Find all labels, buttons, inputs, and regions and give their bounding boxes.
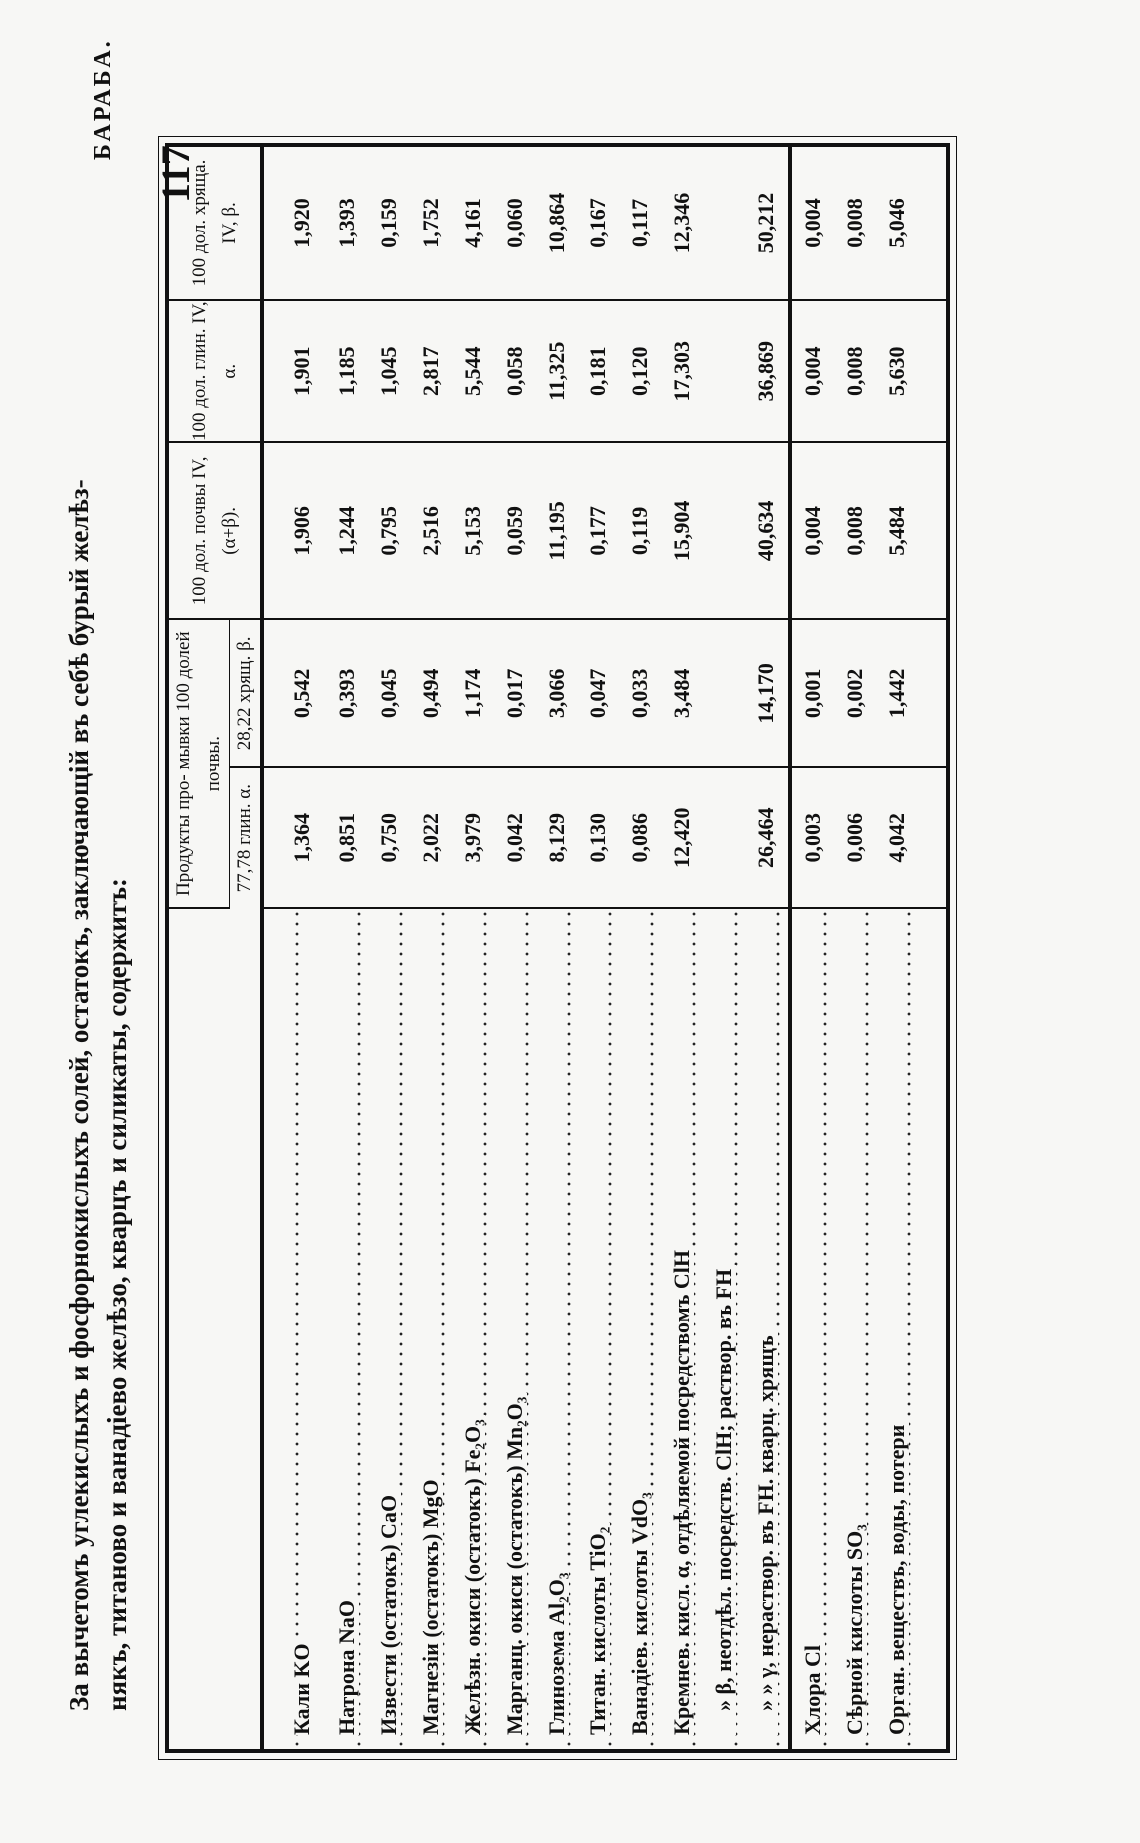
cell-sum: 0,059 (494, 443, 536, 620)
cell-a: 8,129 (536, 767, 578, 908)
cell-sum: 0,008 (834, 443, 876, 620)
cell-a: 4,042 (876, 767, 918, 908)
header-soil-sum: 100 дол. почвы IV, (α+β). (169, 443, 262, 620)
cell-gravel: 4,161 (452, 147, 494, 300)
cell-clay: 0,181 (577, 300, 619, 443)
cell-a: 3,979 (452, 767, 494, 908)
cell-clay: 0,058 (494, 300, 536, 443)
cell-b: 3,484 (661, 619, 703, 767)
cell-gravel: 0,008 (834, 147, 876, 300)
cell-a: 0,851 (326, 767, 368, 908)
table-row (745, 147, 790, 1749)
row-label: Ванадіев. кислоты VdO₃ (627, 1488, 652, 1735)
table-row (536, 147, 578, 1749)
intro-paragraph (60, 211, 136, 1711)
cell-clay: 5,630 (876, 300, 918, 443)
cell-b: 0,001 (790, 619, 835, 767)
cell-clay: 1,045 (368, 300, 410, 443)
analysis-table-frame (165, 143, 950, 1753)
cell-b: 14,170 (745, 619, 790, 767)
header-gravel-beta: 28,22 хрящ. β. (230, 619, 263, 767)
row-label: Магнезіи (остатокъ) MgO (418, 1475, 443, 1735)
row-label: Марганц. окиси (остатокъ) Mn₂O₃ (502, 1393, 527, 1735)
table-body (262, 147, 946, 1749)
row-label: Глинозема Al₂O₃ (544, 1569, 569, 1735)
cell-gravel: 5,046 (876, 147, 918, 300)
cell-b: 1,442 (876, 619, 918, 767)
cell-a: 1,364 (262, 767, 326, 908)
cell-sum: 1,244 (326, 443, 368, 620)
cell-a: 0,042 (494, 767, 536, 908)
row-label: Кремнев. кисл. α, отдѣляемой посредствомъ ClH (669, 1246, 694, 1735)
cell-gravel: 0,117 (619, 147, 661, 300)
row-label: » β, неотдѣл. посредств. ClH; раствор. въ FH (711, 1265, 736, 1735)
row-label: Хлора Cl (800, 1641, 825, 1735)
table-row (262, 147, 326, 1749)
table-row (790, 147, 835, 1749)
cell-sum: 0,119 (619, 443, 661, 620)
cell-gravel: 10,864 (536, 147, 578, 300)
intro-line-2: някъ, титаново и ванадіево желѣзо, кварцъ и силикаты, содержитъ: (102, 878, 132, 1711)
row-label: Кали KO (289, 1639, 314, 1735)
table-row (834, 147, 876, 1749)
label-column-header (169, 908, 262, 1749)
table-row (703, 147, 745, 1749)
cell-b: 0,017 (494, 619, 536, 767)
row-label: Сѣрной кислоты SO₃ (842, 1520, 867, 1735)
cell-clay: 11,325 (536, 300, 578, 443)
cell-gravel: 0,167 (577, 147, 619, 300)
header-clay-alpha: 77,78 глин. α. (230, 767, 263, 908)
cell-clay: 0,008 (834, 300, 876, 443)
cell-gravel: 0,004 (790, 147, 835, 300)
cell-b: 0,045 (368, 619, 410, 767)
cell-gravel: 1,393 (326, 147, 368, 300)
cell-sum: 0,795 (368, 443, 410, 620)
table-row (661, 147, 703, 1749)
table-row (876, 147, 918, 1749)
table-row (452, 147, 494, 1749)
table-row (494, 147, 536, 1749)
cell-a: 26,464 (745, 767, 790, 908)
cell-a: 12,420 (661, 767, 703, 908)
table-spacer-row (918, 147, 946, 1749)
cell-sum: 5,484 (876, 443, 918, 620)
cell-clay: 0,004 (790, 300, 835, 443)
header-clay: 100 дол. глин. IV, α. (169, 300, 262, 443)
cell-clay: 36,869 (745, 300, 790, 443)
cell-sum (703, 443, 745, 620)
cell-a: 0,003 (790, 767, 835, 908)
intro-line-1: За вычетомъ углекислыхъ и фосфорнокислыхъ солей, остатокъ, заключающій въ себѣ бурый желѣз- (64, 479, 94, 1711)
cell-a: 0,130 (577, 767, 619, 908)
cell-gravel (703, 147, 745, 300)
cell-a: 0,086 (619, 767, 661, 908)
page-number: 117 (153, 145, 198, 203)
cell-b: 0,393 (326, 619, 368, 767)
cell-clay: 17,303 (661, 300, 703, 443)
row-label: Желѣзн. окиси (остатокъ) Fe₂O₃ (460, 1415, 485, 1735)
header-gravel: 100 дол. хряща. IV, β. (169, 147, 262, 300)
cell-gravel: 12,346 (661, 147, 703, 300)
cell-a: 0,006 (834, 767, 876, 908)
cell-a: 2,022 (410, 767, 452, 908)
cell-clay: 1,185 (326, 300, 368, 443)
cell-gravel: 1,920 (262, 147, 326, 300)
cell-sum: 11,195 (536, 443, 578, 620)
row-label: Извести (остатокъ) CaO (376, 1491, 401, 1735)
cell-b (703, 619, 745, 767)
table-row (368, 147, 410, 1749)
cell-gravel: 1,752 (410, 147, 452, 300)
row-label: Натрона NaO (334, 1596, 359, 1735)
row-label: Титан. кислоты TiO₂ (585, 1523, 610, 1735)
cell-b: 0,494 (410, 619, 452, 767)
header-wash-products: Продукты про- мывки 100 долей почвы. (169, 619, 230, 908)
cell-sum: 5,153 (452, 443, 494, 620)
table-row (577, 147, 619, 1749)
running-title: БАРАБА. (90, 38, 116, 160)
row-label: » » γ, нераствор. въ FH. кварц. хрящъ (753, 1331, 778, 1735)
cell-b: 1,174 (452, 619, 494, 767)
cell-clay (703, 300, 745, 443)
cell-sum: 1,906 (262, 443, 326, 620)
cell-b: 0,542 (262, 619, 326, 767)
cell-clay: 1,901 (262, 300, 326, 443)
cell-clay: 2,817 (410, 300, 452, 443)
cell-sum: 15,904 (661, 443, 703, 620)
cell-b: 0,047 (577, 619, 619, 767)
cell-sum: 0,004 (790, 443, 835, 620)
cell-b: 0,002 (834, 619, 876, 767)
cell-sum: 2,516 (410, 443, 452, 620)
cell-b: 0,033 (619, 619, 661, 767)
cell-gravel: 50,212 (745, 147, 790, 300)
cell-b: 3,066 (536, 619, 578, 767)
cell-gravel: 0,060 (494, 147, 536, 300)
table-row (410, 147, 452, 1749)
cell-sum: 0,177 (577, 443, 619, 620)
cell-clay: 5,544 (452, 300, 494, 443)
cell-a: 0,750 (368, 767, 410, 908)
row-label: Орган. веществъ, воды, потери (884, 1421, 909, 1735)
cell-clay: 0,120 (619, 300, 661, 443)
table-row (326, 147, 368, 1749)
soil-analysis-table (169, 147, 946, 1749)
cell-a (703, 767, 745, 908)
table-row (619, 147, 661, 1749)
cell-sum: 40,634 (745, 443, 790, 620)
cell-gravel: 0,159 (368, 147, 410, 300)
